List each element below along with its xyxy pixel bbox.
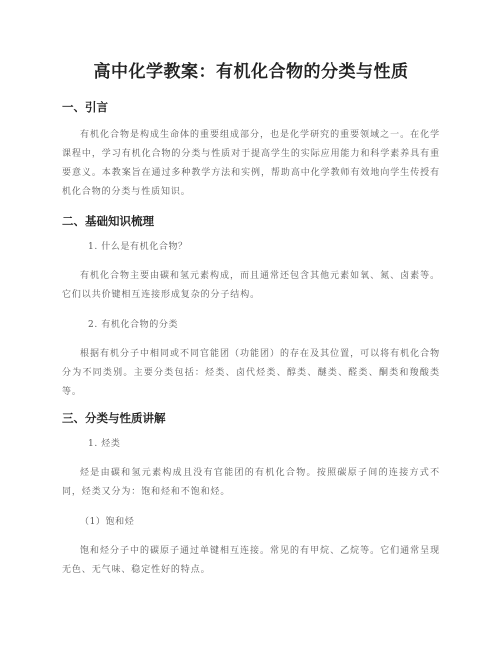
definition-paragraph: 有机化合物主要由碳和氢元素构成，而且通常还包含其他元素如氧、氮、卤素等。它们以共价键相互连接形成复杂的分子结构。 <box>62 271 440 300</box>
page-title: 高中化学教案：有机化合物的分类与性质 <box>93 62 409 82</box>
subheading-classification: 2. 有机化合物的分类 <box>88 320 179 330</box>
section-heading-basics: 二、基础知识梳理 <box>62 214 154 228</box>
saturated-paragraph: 饱和烃分子中的碳原子通过单键相互连接。常见的有甲烷、乙烷等。它们通常呈现无色、无气味、稳定性好的特点。 <box>62 546 440 575</box>
subheading-hydrocarbons: 1. 烃类 <box>88 439 121 449</box>
subheading-saturated: （1）饱和烃 <box>80 517 135 527</box>
section-heading-explanation: 三、分类与性质讲解 <box>62 411 166 425</box>
subheading-what-is-organic: 1. 什么是有机化合物？ <box>88 242 188 252</box>
classification-paragraph: 根据有机分子中相同或不同官能团（功能团）的存在及其位置，可以将有机化合物分为不同类别。主要分类包括：烃类、卤代烃类、醇类、醚类、醛类、酮类和羧酸类等。 <box>62 349 440 397</box>
section-heading-intro: 一、引言 <box>62 100 108 114</box>
intro-paragraph: 有机化合物是构成生命体的重要组成部分，也是化学研究的重要领域之一。在化学课程中，学习有机化合物的分类与性质对于提高学生的实际应用能力和科学素养具有重要意义。本教案旨在通过多种教学方法和实例，帮助高中化学教师有效地向学生传授有机化合物的分类与性质知识。 <box>62 130 440 197</box>
hydrocarbon-paragraph: 烃是由碳和氢元素构成且没有官能团的有机化合物。按照碳原子间的连接方式不同，烃类又分为：饱和烃和不饱和烃。 <box>62 468 440 497</box>
